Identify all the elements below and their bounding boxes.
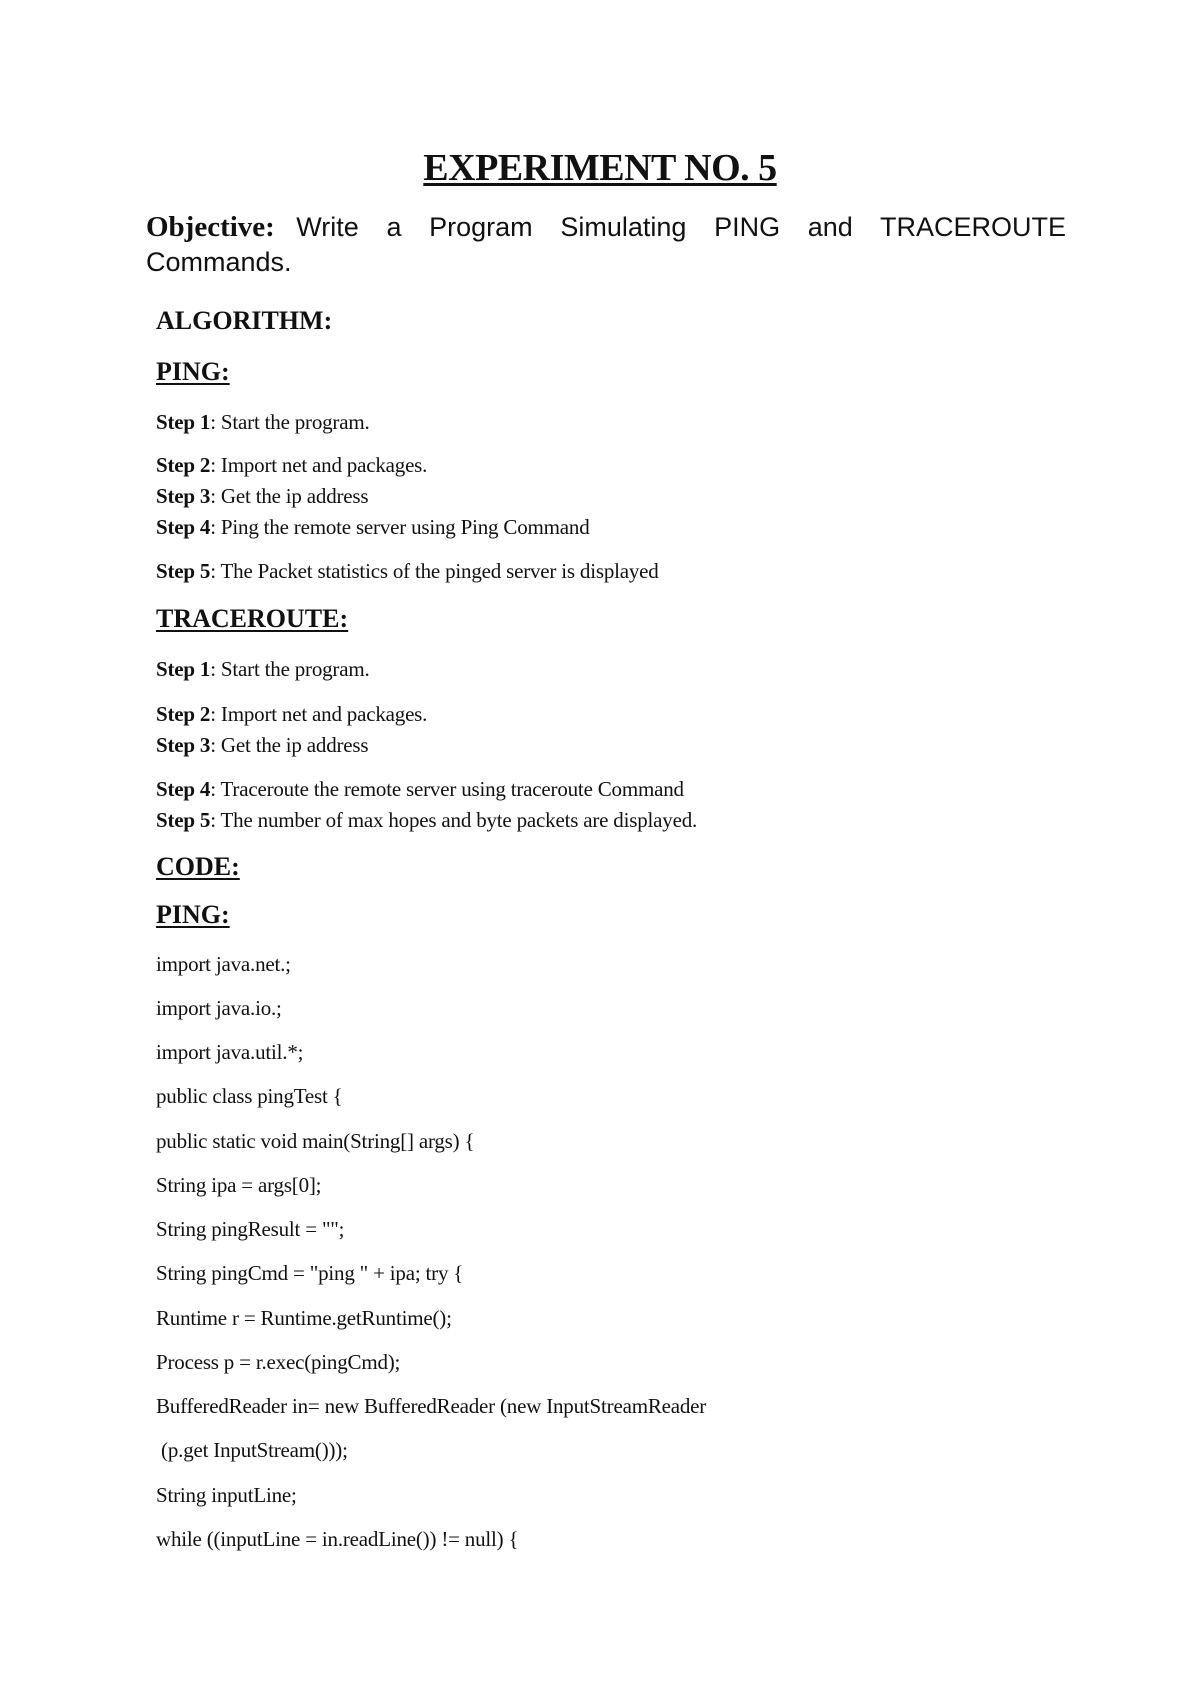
ping-step-3 xyxy=(156,484,368,509)
code-heading: CODE: xyxy=(156,852,240,881)
code-line: BufferedReader in= new BufferedReader (new InputStreamReader xyxy=(156,1394,707,1418)
step-label: Step 1 xyxy=(156,410,211,434)
objective-label: Objective: xyxy=(146,211,275,243)
traceroute-step-1 xyxy=(156,657,370,682)
step-label: Step 5 xyxy=(156,808,211,832)
step-label: Step 3 xyxy=(156,484,211,508)
code-line: String inputLine; xyxy=(156,1483,297,1507)
code-line: public class pingTest { xyxy=(156,1084,343,1108)
code-line: Process p = r.exec(pingCmd); xyxy=(156,1350,401,1374)
code-line: (p.get InputStream())); xyxy=(156,1438,348,1462)
code-line: String ipa = args[0]; xyxy=(156,1173,322,1197)
traceroute-step-5 xyxy=(156,808,697,833)
step-label: Step 4 xyxy=(156,515,211,539)
traceroute-step-4 xyxy=(156,777,684,802)
code-line: while ((inputLine = in.readLine()) != null) { xyxy=(156,1527,519,1551)
step-text: : Import net and packages. xyxy=(210,702,428,726)
ping-algorithm-heading: PING: xyxy=(156,357,230,386)
ping-code-heading: PING: xyxy=(156,900,230,929)
objective-text: Write a Program Simulating PING and TRACEROUTE Commands. xyxy=(146,212,1066,277)
algorithm-heading: ALGORITHM: xyxy=(156,306,333,335)
code-line: public static void main(String[] args) { xyxy=(156,1129,475,1153)
ping-step-5 xyxy=(156,559,659,584)
step-text: : The number of max hopes and byte packets are displayed. xyxy=(210,808,698,832)
step-label: Step 5 xyxy=(156,559,211,583)
step-label: Step 2 xyxy=(156,702,211,726)
code-line: String pingResult = ""; xyxy=(156,1217,345,1241)
code-line: import java.net.; xyxy=(156,952,291,976)
step-text: : Traceroute the remote server using traceroute Command xyxy=(210,777,684,801)
objective xyxy=(146,210,1066,280)
ping-step-1 xyxy=(156,410,370,435)
ping-step-2 xyxy=(156,453,427,478)
step-label: Step 4 xyxy=(156,777,211,801)
page-title: EXPERIMENT NO. 5 xyxy=(423,147,777,189)
ping-step-4 xyxy=(156,515,590,540)
step-text: : The Packet statistics of the pinged server is displayed xyxy=(210,559,659,583)
step-label: Step 2 xyxy=(156,453,211,477)
step-text: : Start the program. xyxy=(210,657,370,681)
traceroute-step-3 xyxy=(156,733,368,758)
step-label: Step 3 xyxy=(156,733,211,757)
step-text: : Import net and packages. xyxy=(210,453,428,477)
step-text: : Start the program. xyxy=(210,410,370,434)
code-line: import java.util.*; xyxy=(156,1040,304,1064)
code-line: Runtime r = Runtime.getRuntime(); xyxy=(156,1306,452,1330)
step-label: Step 1 xyxy=(156,657,211,681)
step-text: : Get the ip address xyxy=(210,484,369,508)
traceroute-algorithm-heading: TRACEROUTE: xyxy=(156,604,349,633)
code-line: import java.io.; xyxy=(156,996,282,1020)
step-text: : Ping the remote server using Ping Command xyxy=(210,515,590,539)
step-text: : Get the ip address xyxy=(210,733,369,757)
code-line: String pingCmd = "ping " + ipa; try { xyxy=(156,1261,464,1285)
traceroute-step-2 xyxy=(156,702,427,727)
